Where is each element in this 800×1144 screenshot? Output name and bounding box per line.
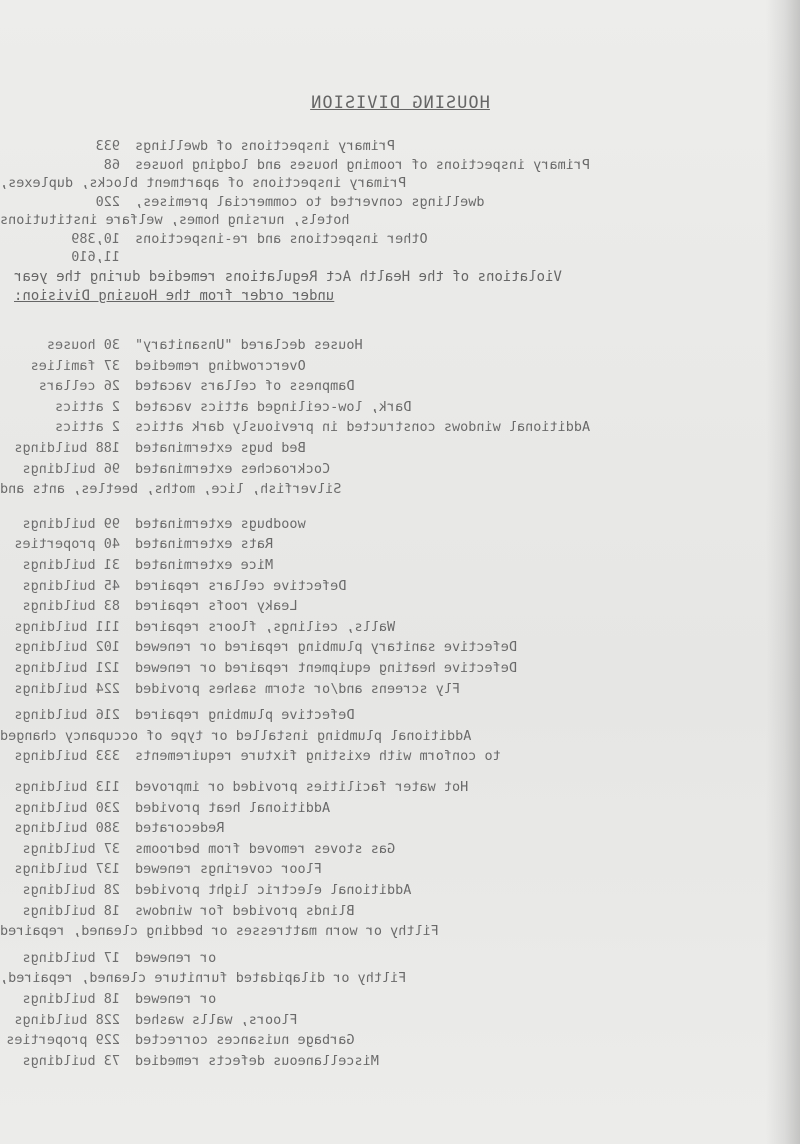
item-value: 102 buildings <box>14 639 120 656</box>
top-row <box>0 174 800 192</box>
item-label: to conform with existing fixture requirements <box>135 748 501 765</box>
item-row <box>0 515 800 533</box>
top-row <box>0 193 800 211</box>
item-value: 31 buildings <box>22 557 120 573</box>
item-value: 188 buildings <box>14 440 120 456</box>
item-label: or renewed <box>135 991 217 1007</box>
item-label: Floor coverings renewed <box>135 861 322 878</box>
item-row <box>0 336 800 354</box>
item-row <box>0 418 800 436</box>
item-row <box>0 990 800 1008</box>
item-label: Houses declared "Unsanitary" <box>135 337 363 353</box>
item-label: Additional plumbing installed or type of occupancy changed <box>0 727 472 744</box>
item-value: 26 cellars <box>38 378 120 395</box>
item-row <box>0 618 800 636</box>
item-label: Additional heat provided <box>135 799 331 816</box>
top-row <box>0 248 800 266</box>
item-row <box>0 922 800 940</box>
section-title-line-1: Violations of the Health Act Regulations remedied during the year <box>14 269 562 285</box>
item-value: 83 buildings <box>22 598 120 615</box>
item-row <box>0 398 800 416</box>
top-row <box>0 156 800 174</box>
item-row <box>0 881 800 899</box>
item-value: 45 buildings <box>22 577 120 594</box>
item-value: 30 houses <box>46 337 120 353</box>
item-row <box>0 860 800 878</box>
item-label: Fly screens and/or storm sashes provided <box>135 680 461 697</box>
item-value: 28 buildings <box>22 882 120 898</box>
section-title-line-2: under order from the Housing Division: <box>14 288 335 304</box>
item-label: Additional windows constructed in previously dark attics <box>135 419 591 436</box>
item-row <box>0 680 800 698</box>
item-value: 121 buildings <box>14 660 120 676</box>
item-label: Additional electric light provided <box>135 882 412 898</box>
item-label: Defective heating equipment repaired or renewed <box>135 660 518 676</box>
top-label: hotels, nursing homes, welfare institutions <box>0 212 350 228</box>
item-label: Gas stoves removed from bedrooms <box>135 840 396 857</box>
item-label: Defective sanitary plumbing repaired or renewed <box>135 639 518 656</box>
item-value: 216 buildings <box>14 707 120 724</box>
top-value: 11,610 <box>71 249 120 265</box>
item-value: 18 buildings <box>22 902 120 919</box>
top-value: 933 <box>95 138 120 154</box>
top-label: Primary inspections of dwellings <box>135 138 396 154</box>
item-value: 37 families <box>30 357 120 374</box>
item-row <box>0 460 800 478</box>
section-title <box>0 268 800 306</box>
item-value: 2 attics <box>54 398 120 415</box>
item-label: Defective plumbing repaired <box>135 707 355 724</box>
top-value: 68 <box>103 156 120 173</box>
item-value: 333 buildings <box>14 748 120 765</box>
item-label: woodbugs exterminated <box>135 515 306 532</box>
item-label: Miscellaneous defects remedied <box>135 1052 379 1069</box>
item-label: Defective cellars repaired <box>135 577 347 594</box>
item-value: 137 buildings <box>14 861 120 878</box>
item-value: 230 buildings <box>14 799 120 816</box>
item-value: 113 buildings <box>14 779 120 795</box>
item-value: 96 buildings <box>22 460 120 477</box>
item-row <box>0 1052 800 1070</box>
top-row <box>0 230 800 248</box>
item-row <box>0 1031 800 1049</box>
item-label: Overcrowding remedied <box>135 357 306 374</box>
item-label: Blinds provided for windows <box>135 902 355 919</box>
top-row <box>0 211 800 229</box>
item-label: Floors, walls washed <box>135 1011 298 1028</box>
item-value: 224 buildings <box>14 680 120 697</box>
item-value: 111 buildings <box>14 618 120 635</box>
item-row <box>0 778 800 796</box>
item-label: Walls, ceilings, floors repaired <box>135 618 396 635</box>
top-value: 220 <box>95 193 120 210</box>
item-row <box>0 727 800 745</box>
item-label: Filthy or worn mattresses or bedding cleaned, repaired <box>0 923 439 940</box>
item-label: Dark, low-ceilinged attics vacated <box>135 398 412 415</box>
item-label: Bed bugs exterminated <box>135 440 306 456</box>
item-value: 17 buildings <box>22 949 120 966</box>
top-label: Primary inspections of apartment blocks, duplexes, <box>0 175 407 191</box>
item-label: Redecorated <box>135 820 225 837</box>
item-row <box>0 819 800 837</box>
item-row <box>0 1011 800 1029</box>
item-row <box>0 638 800 656</box>
item-row <box>0 480 800 498</box>
item-row <box>0 706 800 724</box>
top-label: Other inspections and re-inspections <box>135 230 428 247</box>
item-row <box>0 556 800 574</box>
item-value: 73 buildings <box>22 1052 120 1069</box>
top-row <box>0 137 800 155</box>
item-row <box>0 357 800 375</box>
item-row <box>0 659 800 677</box>
item-value: 2 attics <box>54 419 120 436</box>
item-row <box>0 535 800 553</box>
item-row <box>0 902 800 920</box>
item-value: 99 buildings <box>22 515 120 532</box>
item-label: Garbage nuisances corrected <box>135 1032 355 1049</box>
item-row <box>0 969 800 987</box>
top-label: dwellings converted to commercial premises, <box>135 193 485 210</box>
item-row <box>0 377 800 395</box>
item-value: 37 buildings <box>22 840 120 857</box>
item-row <box>0 597 800 615</box>
item-label: Cockroaches exterminated <box>135 460 331 477</box>
item-row <box>0 949 800 967</box>
item-row <box>0 799 800 817</box>
item-label: Rats exterminated <box>135 536 274 553</box>
item-label: Filthy or dilapidated furniture cleaned, repaired, <box>0 970 407 987</box>
item-label: Dampness of cellars vacated <box>135 378 355 395</box>
item-label: or renewed <box>135 949 217 966</box>
item-label: Hot water facilities provided or improved <box>135 779 469 795</box>
page-header: HOUSING DIVISION <box>310 93 490 113</box>
item-value: 229 properties <box>6 1032 120 1049</box>
item-value: 380 buildings <box>14 820 120 837</box>
item-row <box>0 747 800 765</box>
item-label: Leaky roofs repaired <box>135 598 298 615</box>
item-row <box>0 439 800 457</box>
item-value: 228 buildings <box>14 1011 120 1028</box>
top-value: 10,389 <box>71 230 120 247</box>
item-value: 40 properties <box>14 536 120 553</box>
top-label: Primary inspections of rooming houses and lodging houses <box>135 156 591 173</box>
item-row <box>0 840 800 858</box>
item-label: Mice exterminated <box>135 557 274 573</box>
item-row <box>0 577 800 595</box>
item-label: Silverfish, lice, moths, beetles, ants and <box>0 481 342 498</box>
item-value: 18 buildings <box>22 991 120 1007</box>
